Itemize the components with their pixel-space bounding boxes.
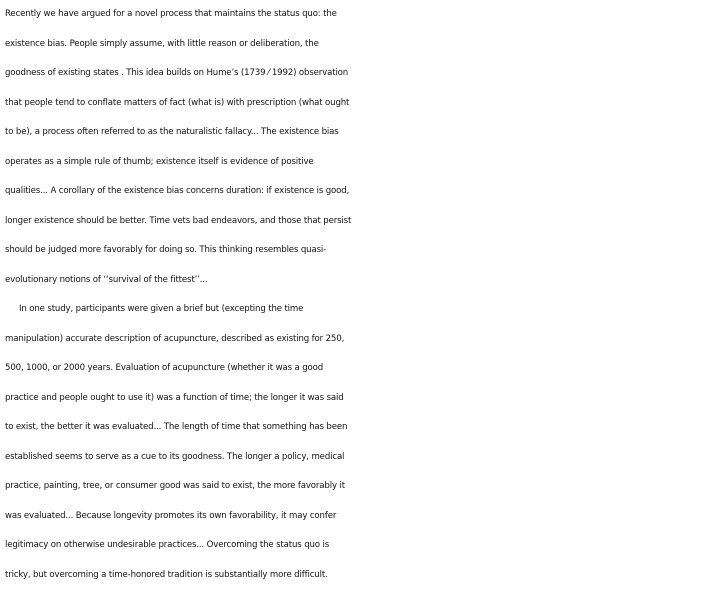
text-line: to exist, the better it was evaluated... The length of time that something has been (5, 422, 348, 432)
paragraph-1 (5, 0, 711, 295)
text-line: established seems to serve as a cue to its goodness. The longer a policy, medical (5, 451, 345, 462)
text-line: practice, painting, tree, or consumer good was said to exist, the more favorably it (5, 481, 345, 491)
text-line: longer existence should be better. Time vets bad endeavors, and those that persist (5, 215, 352, 226)
text-line: should be judged more favorably for doing so. This thinking resembles quasi- (5, 245, 327, 255)
text-line: Recently we have argued for a novel process that maintains the status quo: the (5, 9, 337, 19)
text-line: manipulation) accurate description of acupuncture, described as existing for 250, (5, 333, 345, 344)
text-line: In one study, participants were given a brief but (excepting the time (19, 304, 304, 314)
text-line: that people tend to conflate matters of fact (what is) with prescription (what ought (5, 97, 350, 108)
text-line: tricky, but overcoming a time-honored tradition is substantially more difficult. (5, 569, 328, 580)
text-line: 500, 1000, or 2000 years. Evaluation of acupuncture (whether it was a good (5, 363, 324, 373)
document-body (5, 0, 711, 590)
text-line: operates as a simple rule of thumb; existence itself is evidence of positive (5, 156, 314, 167)
text-line: qualities... A corollary of the existence bias concerns duration: if existence is good, (5, 186, 350, 196)
paragraph-2 (5, 295, 711, 590)
text-line: practice and people ought to use it) was a function of time; the longer it was said (5, 392, 344, 403)
text-line: to be), a process often referred to as the naturalistic fallacy... The existence bias (5, 127, 339, 137)
text-line: goodness of existing states . This idea builds on Hume’s (1739 ⁄ 1992) observation (5, 68, 349, 78)
text-line: was evaluated... Because longevity promotes its own favorability, it may confer (5, 510, 337, 521)
text-line: existence bias. People simply assume, with little reason or deliberation, the (5, 38, 319, 49)
text-line: legitimacy on otherwise undesirable practices... Overcoming the status quo is (5, 540, 330, 550)
text-line: evolutionary notions of ‘‘survival of the fittest’’... (5, 274, 208, 285)
